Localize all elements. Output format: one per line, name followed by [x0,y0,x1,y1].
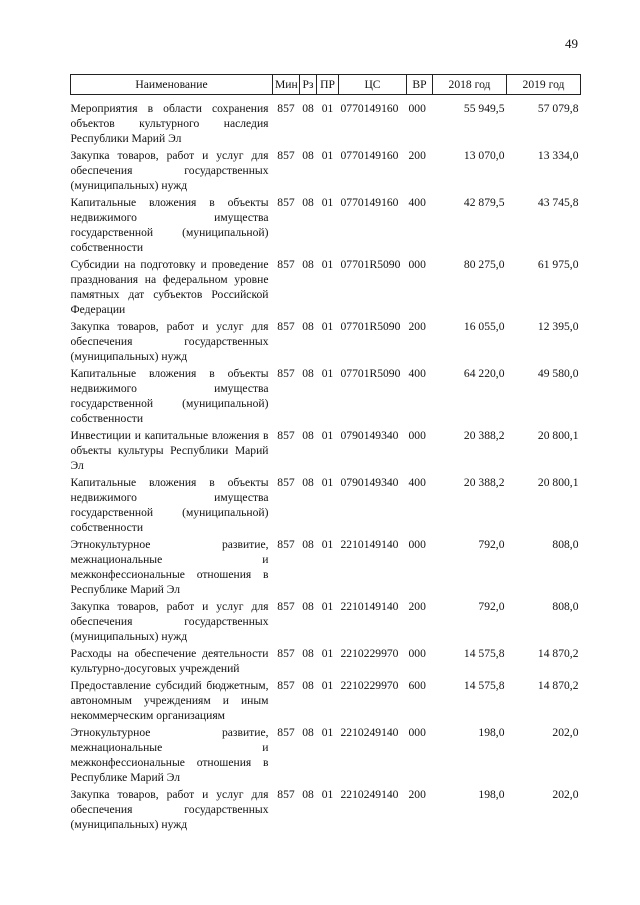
table-row [71,598,581,645]
row-rz: 08 [302,320,314,333]
row-vr: 000 [408,429,426,442]
table-row [71,365,581,427]
row-cs: 07701R5090 [340,258,401,271]
table-row [71,95,581,148]
row-vr: 000 [408,538,426,551]
row-2018: 16 055,0 [463,320,505,333]
row-min: 857 [277,258,295,271]
row-name: Инвестиции и капитальные вложения в объекты культуры Республики Марий Эл [70,429,269,472]
budget-table [70,74,581,833]
row-name: Расходы на обеспечение деятельности культурно-досуговых учреждений [70,647,269,675]
row-pr: 01 [321,320,334,333]
table-row [71,786,581,833]
row-name: Предоставление субсидий бюджетным, автономным учреждениям и иным некоммерческим организациям [70,679,269,722]
row-2019: 20 800,1 [537,476,579,489]
row-rz: 08 [302,726,314,739]
table-row [71,194,581,256]
table-row [71,318,581,365]
table-row [71,256,581,318]
table-row [71,724,581,786]
row-min: 857 [277,726,295,739]
row-2018: 14 575,8 [463,647,505,660]
table-body [71,95,581,834]
row-cs: 0770149160 [340,102,399,115]
row-name: Закупка товаров, работ и услуг для обеспечения государственных (муниципальных) нужд [70,600,269,643]
row-pr: 01 [321,367,334,380]
row-pr: 01 [321,600,334,613]
row-rz: 08 [302,600,314,613]
row-vr: 200 [408,320,426,333]
row-2018: 198,0 [478,788,505,801]
row-min: 857 [277,679,295,692]
row-pr: 01 [321,429,334,442]
row-pr: 01 [321,258,334,271]
row-name: Этнокультурное развитие, межнациональные и межконфессиональные отношения в Республике Марий Эл [70,538,269,596]
row-vr: 200 [408,149,426,162]
row-name: Закупка товаров, работ и услуг для обеспечения государственных (муниципальных) нужд [70,149,269,192]
row-rz: 08 [302,258,314,271]
row-pr: 01 [321,102,334,115]
row-rz: 08 [302,196,314,209]
table-row [71,677,581,724]
row-2018: 792,0 [478,600,505,613]
table-header [71,75,581,95]
row-cs: 0790149340 [340,476,399,489]
row-2019: 13 334,0 [537,149,579,162]
header-rz: Рз [300,75,317,95]
row-2018: 13 070,0 [463,149,505,162]
table-row [71,427,581,474]
table-row [71,645,581,677]
row-pr: 01 [321,647,334,660]
row-2018: 20 388,2 [463,429,505,442]
row-min: 857 [277,102,295,115]
row-2018: 64 220,0 [463,367,505,380]
row-vr: 600 [408,679,426,692]
row-pr: 01 [321,476,334,489]
row-name: Мероприятия в области сохранения объектов культурного наследия Республики Марий Эл [70,102,269,145]
row-cs: 0770149160 [340,149,399,162]
row-vr: 000 [408,102,426,115]
row-name: Закупка товаров, работ и услуг для обеспечения государственных (муниципальных) нужд [70,788,269,831]
row-cs: 2210149140 [340,538,399,551]
header-vr: ВР [407,75,433,95]
row-cs: 2210229970 [340,679,399,692]
row-min: 857 [277,196,295,209]
row-cs: 2210149140 [340,600,399,613]
header-name: Наименование [71,75,273,95]
table-row [71,147,581,194]
header-2019: 2019 год [507,75,581,95]
row-pr: 01 [321,196,334,209]
row-cs: 2210249140 [340,788,399,801]
row-rz: 08 [302,102,314,115]
row-vr: 000 [408,726,426,739]
row-cs: 2210229970 [340,647,399,660]
row-2019: 43 745,8 [537,196,579,209]
row-rz: 08 [302,679,314,692]
row-2019: 808,0 [552,600,579,613]
row-2019: 202,0 [552,788,579,801]
row-name: Субсидии на подготовку и проведение празднования на федеральном уровне памятных дат субъектов Российской Федерации [70,258,269,316]
table-row [71,474,581,536]
row-rz: 08 [302,367,314,380]
row-name: Этнокультурное развитие, межнациональные и межконфессиональные отношения в Республике Марий Эл [70,726,269,784]
row-2019: 14 870,2 [537,647,579,660]
row-2018: 20 388,2 [463,476,505,489]
row-2019: 57 079,8 [537,102,579,115]
row-2019: 20 800,1 [537,429,579,442]
row-pr: 01 [321,788,334,801]
row-min: 857 [277,367,295,380]
row-2019: 61 975,0 [537,258,579,271]
row-vr: 000 [408,258,426,271]
row-name: Капитальные вложения в объекты недвижимого имущества государственной (муниципальной) собственности [70,476,269,534]
row-rz: 08 [302,429,314,442]
header-min: Мин [273,75,300,95]
row-cs: 2210249140 [340,726,399,739]
row-min: 857 [277,320,295,333]
row-name: Закупка товаров, работ и услуг для обеспечения государственных (муниципальных) нужд [70,320,269,363]
row-rz: 08 [302,149,314,162]
row-rz: 08 [302,647,314,660]
row-vr: 400 [408,196,426,209]
row-min: 857 [277,149,295,162]
row-vr: 200 [408,788,426,801]
row-min: 857 [277,429,295,442]
row-cs: 0790149340 [340,429,399,442]
table-row [71,536,581,598]
row-pr: 01 [321,149,334,162]
row-vr: 000 [408,647,426,660]
header-2018: 2018 год [433,75,507,95]
row-name: Капитальные вложения в объекты недвижимого имущества государственной (муниципальной) собственности [70,367,269,425]
row-pr: 01 [321,538,334,551]
row-vr: 400 [408,367,426,380]
row-cs: 07701R5090 [340,320,401,333]
row-pr: 01 [321,679,334,692]
row-min: 857 [277,600,295,613]
row-cs: 07701R5090 [340,367,401,380]
row-2019: 14 870,2 [537,679,579,692]
header-pr: ПР [317,75,339,95]
row-2018: 198,0 [478,726,505,739]
row-pr: 01 [321,726,334,739]
row-rz: 08 [302,476,314,489]
row-2018: 55 949,5 [463,102,505,115]
page-number: 49 [565,36,578,51]
row-2019: 202,0 [552,726,579,739]
row-vr: 400 [408,476,426,489]
header-cs: ЦС [339,75,407,95]
row-min: 857 [277,788,295,801]
row-min: 857 [277,538,295,551]
row-2019: 808,0 [552,538,579,551]
row-2019: 12 395,0 [537,320,579,333]
row-min: 857 [277,647,295,660]
row-2018: 80 275,0 [463,258,505,271]
row-cs: 0770149160 [340,196,399,209]
row-2019: 49 580,0 [537,367,579,380]
row-rz: 08 [302,538,314,551]
row-name: Капитальные вложения в объекты недвижимого имущества государственной (муниципальной) собственности [70,196,269,254]
row-2018: 14 575,8 [463,679,505,692]
row-2018: 42 879,5 [463,196,505,209]
row-rz: 08 [302,788,314,801]
row-2018: 792,0 [478,538,505,551]
row-min: 857 [277,476,295,489]
row-vr: 200 [408,600,426,613]
